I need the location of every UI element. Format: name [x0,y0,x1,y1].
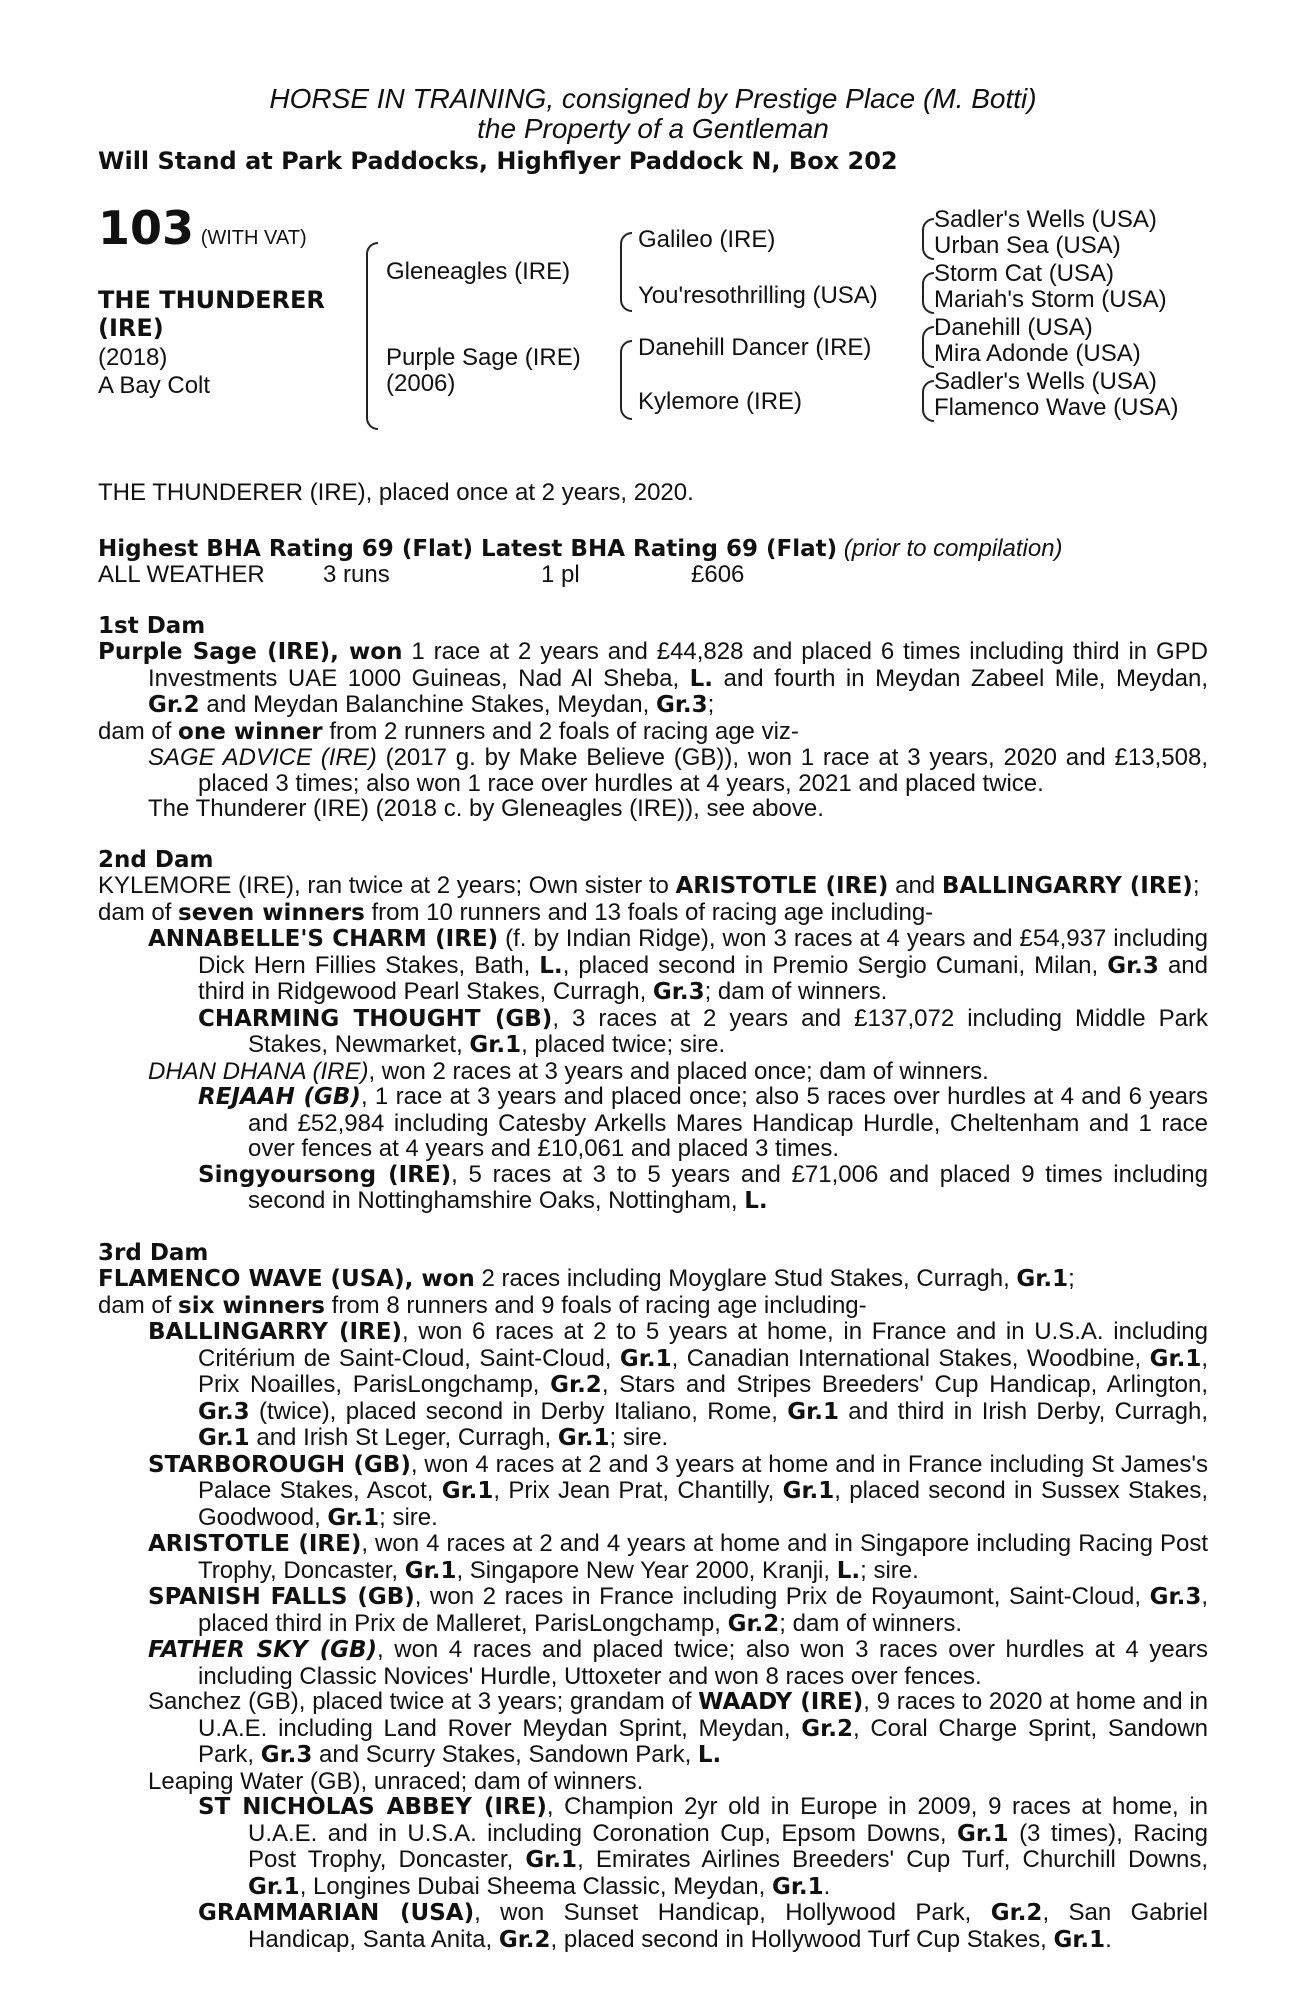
pedigree-sire: Gleneagles (IRE) [386,258,571,285]
second-dam-heading: 2nd Dam [98,846,214,873]
pedigree-g3-1: Sadler's Wells (USA) [934,206,1157,233]
grand-produce-entry: REJAAH (GB), 1 race at 3 years and placed once; also 5 races over hurdles at 4 and 6 years and £52,984 including Catesby Arkells Mares Handicap Hurdle, Cheltenham and 1 race over fences at 4 years and £10,061 and placed 3 times. [198,1083,1208,1162]
bracket-g3-d [922,380,934,422]
bracket-gen1 [366,242,378,430]
first-dam-heading: 1st Dam [98,612,206,639]
horse-year: (2018) [98,344,168,371]
bha-rating: Highest BHA Rating 69 (Flat) Latest BHA Rating 69 (Flat) [98,535,838,562]
pedigree-g3-5: Danehill (USA) [934,314,1093,341]
grand-produce-entry: ST NICHOLAS ABBEY (IRE), Champion 2yr old in Europe in 2009, 9 races at home, in U.A.E. and in U.S.A. including Coronation Cup, Epsom Downs, Gr.1 (3 times), Racing Post Trophy, Doncaster, Gr.1, Emirates Airlines Breeders' Cup Turf, Churchill Downs, Gr.1, Longines Dubai Sheema Classic, Meydan, Gr.1. [198,1793,1209,1900]
horse-description: A Bay Colt [98,372,211,399]
third-dam-heading: 3rd Dam [98,1239,209,1266]
pedigree-g3-6: Mira Adonde (USA) [934,340,1141,367]
produce-entry: SAGE ADVICE (IRE) (2017 g. by Make Believe (GB)), won 1 race at 3 years, 2020 and £13,508, placed 3 times; also won 1 race over hurdles at 4 years, 2021 and placed twice. [148,744,1208,797]
produce-entry: SPANISH FALLS (GB), won 2 races in France including Prix de Royaumont, Saint-Cloud, Gr.3, placed third in Prix de Malleret, ParisLongchamp, Gr.2; dam of winners. [148,1583,1208,1637]
grand-produce-entry: CHARMING THOUGHT (GB), 3 races at 2 years and £137,072 including Middle Park Stakes, Newmarket, Gr.1, placed twice; sire. [198,1004,1208,1058]
produce-entry: DHAN DHANA (IRE), won 2 races at 3 years and placed once; dam of winners. [148,1057,989,1085]
bracket-g3-c [922,326,934,368]
pedigree-dam-dam: Kylemore (IRE) [638,388,803,415]
produce-entry: BALLINGARRY (IRE), won 6 races at 2 to 5 years at home, in France and in U.S.A. including Critérium de Saint-Cloud, Saint-Cloud, Gr.1, Canadian International Stakes, Woodbine, Gr.1, Prix Noailles, ParisLongchamp, Gr.2, Stars and Stripes Breeders' Cup Handicap, Arlington, Gr.3 (twice), placed second in Derby Italiano, Rome, Gr.1 and third in Irish Derby, Curragh, Gr.1 and Irish St Leger, Curragh, Gr.1; sire. [148,1318,1209,1451]
second-dam-entry: KYLEMORE (IRE), ran twice at 2 years; Own sister to ARISTOTLE (IRE) and BALLINGARRY (IRE); [98,872,1200,899]
rating-block [98,536,1208,588]
pedigree-g3-8: Flamenco Wave (USA) [934,394,1179,421]
grand-produce-entry: Singyoursong (IRE), 5 races at 3 to 5 years and £71,006 and placed 9 times including second in Nottinghamshire Oaks, Nottingham, L. [198,1160,1209,1214]
placed-count: 1 pl [541,561,580,588]
pedigree-g3-7: Sadler's Wells (USA) [934,368,1157,395]
bracket-g3-a [922,218,934,260]
bracket-g3-b [922,272,934,314]
prize-money: £606 [691,561,745,588]
surface-label: ALL WEATHER [98,561,265,588]
all-weather-row [98,562,1208,588]
grand-produce-entry: GRAMMARIAN (USA), won Sunset Handicap, Hollywood Park, Gr.2, San Gabriel Handicap, Santa Anita, Gr.2, placed second in Hollywood Turf Cup Stakes, Gr.1. [198,1899,1208,1953]
third-dam-produce-summary: dam of six winners from 8 runners and 9 foals of racing age including- [98,1291,867,1319]
pedigree-dam-year: (2006) [386,370,456,397]
horse-name: THE THUNDERER (IRE) [98,286,325,342]
lot-number-row [98,201,307,255]
pedigree-g3-3: Storm Cat (USA) [934,260,1115,287]
pedigree-dam: Purple Sage (IRE) [386,344,581,371]
pedigree-sire-dam: You'resothrilling (USA) [638,282,878,309]
consignment-line: HORSE IN TRAINING, consigned by Prestige Place (M. Botti) [269,83,1037,114]
pedigree-g3-2: Urban Sea (USA) [934,232,1121,259]
produce-entry: The Thunderer (IRE) (2018 c. by Gleneagles (IRE)), see above. [148,795,824,822]
produce-entry: Sanchez (GB), placed twice at 3 years; grandam of WAADY (IRE), 9 races to 2020 at home and in U.A.E. including Land Rover Meydan Sprint, Meydan, Gr.2, Coral Charge Sprint, Sandown Park, Gr.3 and Scurry Stakes, Sandown Park, L. [148,1688,1208,1768]
pedigree-g3-4: Mariah's Storm (USA) [934,286,1167,313]
pedigree-block [98,201,1208,446]
second-dam-produce-summary: dam of seven winners from 10 runners and 13 foals of racing age including- [98,898,934,926]
lot-number: 103 [98,201,195,255]
produce-entry: Leaping Water (GB), unraced; dam of winners. [148,1767,644,1795]
bracket-sire-line [620,232,632,312]
stand-location: Will Stand at Park Paddocks, Highflyer Paddock N, Box 202 [98,147,898,175]
produce-entry: ANNABELLE'S CHARM (IRE) (f. by Indian Ridge), won 3 races at 4 years and £54,937 including Dick Hern Fillies Stakes, Bath, L., placed second in Premio Sergio Cumani, Milan, Gr.3 and third in Ridgewood Pearl Stakes, Curragh, Gr.3; dam of winners. [148,925,1209,1005]
third-dam-entry: FLAMENCO WAVE (USA), won 2 races including Moyglare Stud Stakes, Curragh, Gr.1; [98,1265,1075,1292]
runs-count: 3 runs [323,561,390,588]
rating-note: (prior to compilation) [843,534,1063,562]
pedigree-dam-sire: Danehill Dancer (IRE) [638,334,872,361]
property-line: the Property of a Gentleman [477,113,829,144]
pedigree-sire-sire: Galileo (IRE) [638,226,776,253]
first-dam-produce-summary: dam of one winner from 2 runners and 2 foals of racing age viz- [98,717,799,745]
produce-entry: ARISTOTLE (IRE), won 4 races at 2 and 4 years at home and in Singapore including Racing Post Trophy, Doncaster, Gr.1, Singapore New Year 2000, Kranji, L.; sire. [148,1530,1208,1584]
first-dam-entry: Purple Sage (IRE), won 1 race at 2 years and £44,828 and placed 6 times including third in GPD Investments UAE 1000 Guineas, Nad Al Sheba, L. and fourth in Meydan Zabeel Mile, Meydan, Gr.2 and Meydan Balanchine Stakes, Meydan, Gr.3; [98,638,1209,718]
produce-entry: STARBOROUGH (GB), won 4 races at 2 and 3 years at home and in France including St James's Palace Stakes, Ascot, Gr.1, Prix Jean Prat, Chantilly, Gr.1, placed second in Sussex Stakes, Goodwood, Gr.1; sire. [148,1450,1209,1531]
race-record-summary: THE THUNDERER (IRE), placed once at 2 years, 2020. [98,479,694,506]
bracket-dam-line [620,340,632,420]
vat-note: (WITH VAT) [200,227,307,249]
catalogue-page [98,84,1208,1953]
produce-entry: FATHER SKY (GB), won 4 races and placed twice; also won 3 races over hurdles at 4 years including Classic Novices' Hurdle, Uttoxeter and won 8 races over fences. [148,1636,1209,1690]
